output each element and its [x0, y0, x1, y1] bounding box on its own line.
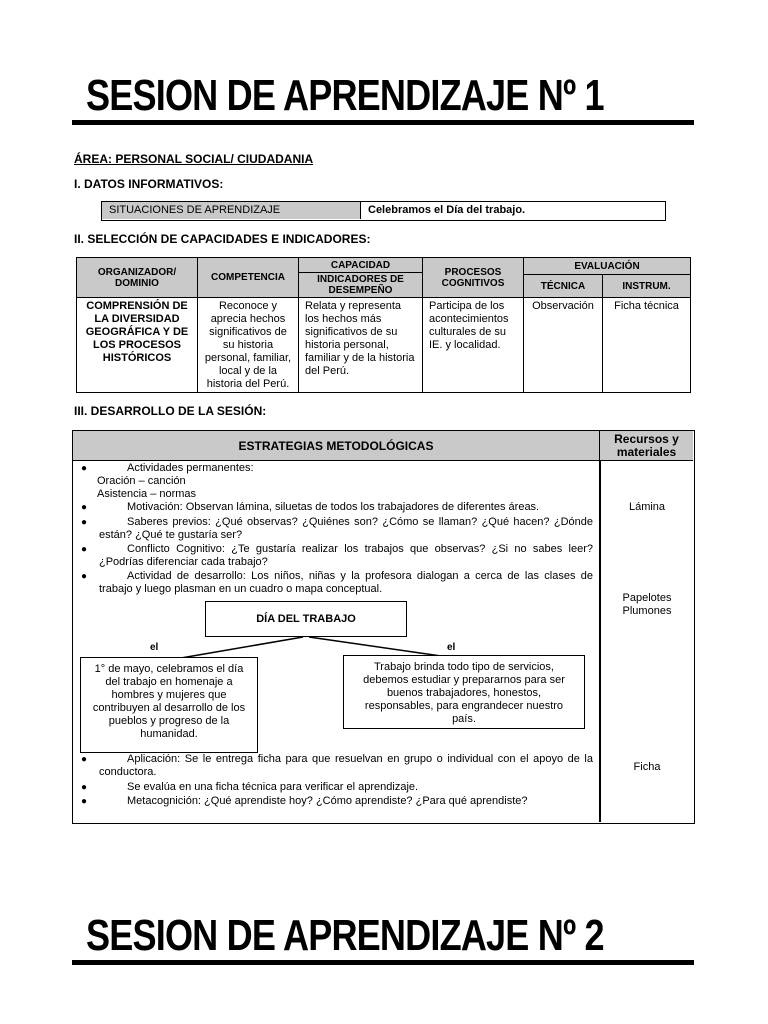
area-label: ÁREA: PERSONAL SOCIAL/ CIUDADANIA: [74, 152, 314, 166]
bullet-metacognicion: ● Metacognición: ¿Qué aprendiste hoy? ¿Cómo aprendiste? ¿Para qué aprendiste?: [81, 795, 528, 807]
recursos-body: [601, 461, 693, 822]
bullet-aplicacion: ● Aplicación: Se le entrega ficha para que resuelvan en grupo o individual con el apoyo de la conductora.: [81, 753, 593, 778]
bullet-conflicto: ● Conflicto Cognitivo: ¿Te gustaría realizar los trabajos que observas? ¿Si no sabes leer? ¿Podrías diferenciar cada trabajo?: [81, 543, 593, 568]
th-estrategias: ESTRATEGIAS METODOLÓGICAS: [73, 431, 600, 461]
td-competencia: Reconoce y aprecia hechos significativos de su historia personal, familiar, local y de la historia del Perú.: [198, 298, 299, 393]
session-2-title: SESION DE APRENDIZAJE Nº 2: [86, 911, 604, 960]
td-tecnica: Observación: [524, 298, 603, 393]
th-recursos: Recursos y materiales: [600, 431, 693, 461]
td-instrum: Ficha técnica: [603, 298, 691, 393]
th-evaluacion: EVALUACIÓN: [524, 258, 691, 275]
th-capacidad: CAPACIDAD: [299, 258, 423, 273]
recurso-lamina: Lámina: [628, 501, 666, 513]
td-procesos: Participa de los acontecimientos culturales de su IE. y localidad.: [423, 298, 524, 393]
bullet-motivacion: ● Motivación: Observan lámina, siluetas de todos los trabajadores de diferentes áreas.: [81, 501, 540, 513]
th-instrum: INSTRUM.: [603, 275, 691, 298]
map-left-box: 1° de mayo, celebramos el día del trabajo en homenaje a hombres y mujeres que contribuyen al desarrollo de los pueblos y progreso de la humanidad.: [80, 657, 258, 753]
situaciones-table: [101, 201, 666, 221]
map-left-link: el: [150, 642, 159, 653]
title-2-underline: [72, 960, 694, 965]
recurso-ficha: Ficha: [633, 761, 661, 773]
td-indicadores: Relata y representa los hechos más significativos de su historia personal, familiar y de la historia del Perú.: [299, 298, 423, 393]
bullet-permanentes: ● Actividades permanentes:: [81, 462, 254, 474]
section-3-heading: III. DESARROLLO DE LA SESIÓN:: [74, 404, 267, 418]
th-competencia: COMPETENCIA: [198, 258, 299, 298]
th-organizador: ORGANIZADOR/ DOMINIO: [77, 258, 198, 298]
session-1-title: SESION DE APRENDIZAJE Nº 1: [86, 71, 604, 120]
situaciones-value: Celebramos el Día del trabajo.: [368, 204, 526, 216]
td-organizador: COMPRENSIÓN DE LA DIVERSIDAD GEOGRÁFICA Y DE LOS PROCESOS HISTÓRICOS: [77, 298, 198, 393]
bullet-evaluacion: ● Se evalúa en una ficha técnica para verificar el aprendizaje.: [81, 781, 419, 793]
capacidades-table: [76, 257, 691, 393]
section-2-heading: II. SELECCIÓN DE CAPACIDADES E INDICADORES:: [74, 232, 371, 246]
estrategias-body: [73, 461, 599, 822]
map-center-box: DÍA DEL TRABAJO: [205, 601, 407, 637]
recurso-papelotes: Papelotes: [622, 592, 672, 604]
bullet-saberes: ● Saberes previos: ¿Qué observas? ¿Quiénes son? ¿Cómo se llaman? ¿Qué hacen? ¿Dónde están? ¿Qué te gustaría ser?: [81, 516, 593, 541]
permanentes-sub-2: Asistencia – normas: [97, 488, 197, 500]
desarrollo-table: [72, 430, 695, 824]
recurso-plumones: Plumones: [622, 605, 672, 617]
bullet-actividad: ● Actividad de desarrollo: Los niños, niñas y la profesora dialogan a cerca de las clases de trabajo y luego plasman en un cuadro o mapa conceptual.: [81, 570, 593, 595]
th-indicadores: INDICADORES DE DESEMPEÑO: [299, 273, 423, 298]
map-right-link: el: [447, 642, 456, 653]
permanentes-sub-1: Oración – canción: [97, 475, 186, 487]
title-1-underline: [72, 120, 694, 125]
situaciones-label: SITUACIONES DE APRENDIZAJE: [109, 204, 281, 216]
th-tecnica: TÉCNICA: [524, 275, 603, 298]
section-1-heading: I. DATOS INFORMATIVOS:: [74, 177, 224, 191]
map-right-box: Trabajo brinda todo tipo de servicios, debemos estudiar y prepararnos para ser buenos trabajadores, honestos, responsables, para engrandecer nuestro país.: [343, 655, 585, 729]
th-procesos: PROCESOS COGNITIVOS: [423, 258, 524, 298]
